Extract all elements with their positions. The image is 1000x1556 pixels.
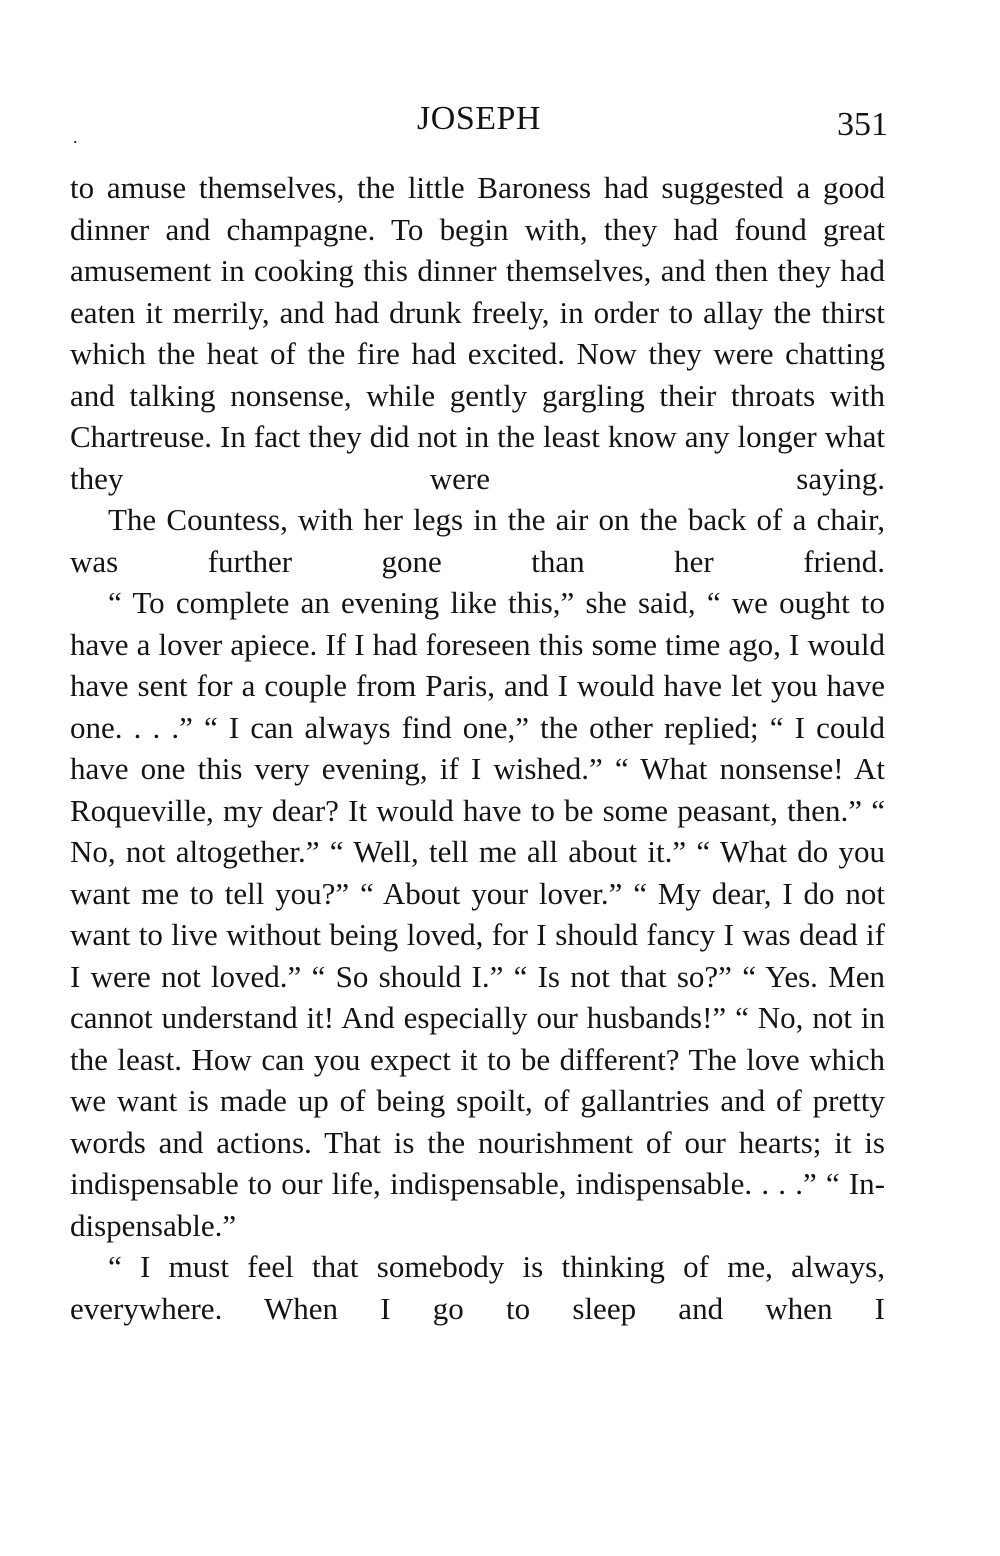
paragraph: to amuse themselves, the little Baroness had suggested a good dinner and champagne. To begin with, they had found great amusement in cooking this dinner themselves, and then they had eaten it merrily, and had drunk freely, in order to allay the thirst which the heat of the fire had excited. Now they were chatting and talking nonsense, while gently gargling their throats with Chartreuse. In fact they did not in the least know any longer what they were saying. bbox=[70, 170, 885, 496]
header-dot: . bbox=[73, 127, 78, 147]
page-number: 351 bbox=[837, 106, 888, 143]
chapter-title: JOSEPH bbox=[417, 100, 541, 137]
paragraph: “ To complete an evening like this,” she said, “ we ought to have a lover apiece. If I had foreseen this some time ago, I would have sent for a couple from Paris, and I would have let you have one. . . .” “ I can always find one,” the other replied; “ I could have one this very evening, if I wished.” “ What nonsense! At Roqueville, my dear? It would have to be some peasant, then.” “ No, not altogether.” “ Well, tell me all about it.” “ What do you want me to tell you?” “ About your lover.” “ My dear, I do not want to live without being loved, for I should fancy I was dead if I were not loved.” “ So should I.” “ Is not that so?” “ Yes. Men cannot understand it! And especially our husbands!” “ No, not in the least. How can you expect it to be different? The love which we want is made up of being spoilt, of gallantries and of pretty words and actions. That is the nourishment of our hearts; it is indispensable to our life, indispensable, indispensable. . . .” “ Indispensable.” bbox=[70, 585, 885, 1243]
paragraph: “ I must feel that somebody is thinking of me, always, everywhere. When I go to sleep and when I bbox=[70, 1249, 885, 1326]
paragraph: The Countess, with her legs in the air on the back of a chair, was further gone than her friend. bbox=[70, 502, 885, 579]
running-head bbox=[70, 96, 888, 146]
body-text bbox=[70, 167, 885, 1329]
